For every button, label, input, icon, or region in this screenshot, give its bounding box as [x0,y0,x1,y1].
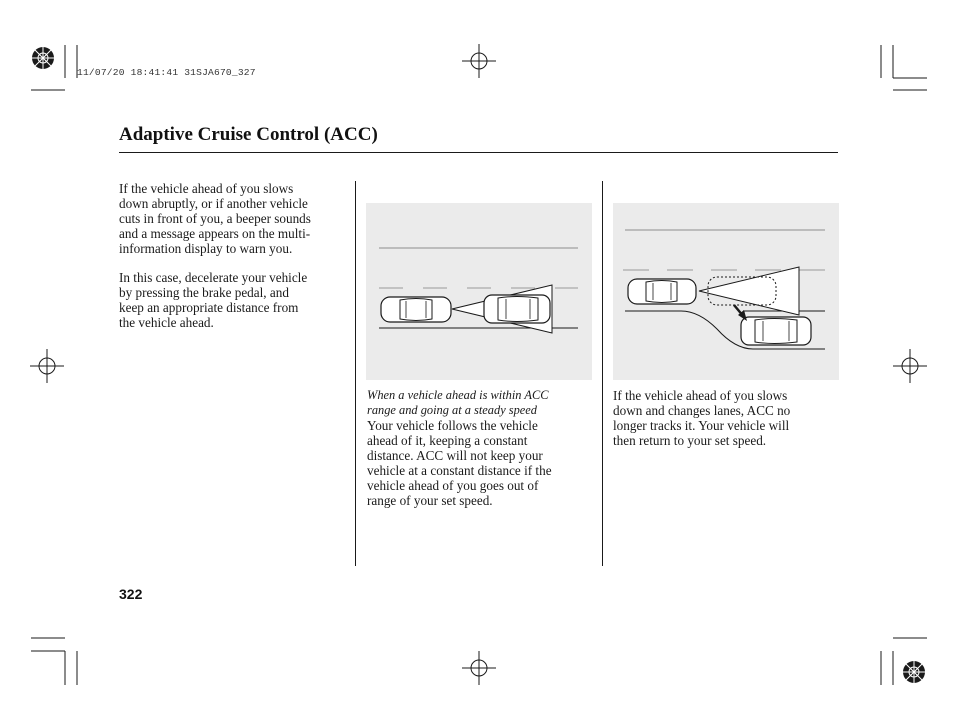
text-line: In this case, decelerate your vehicle [119,270,308,285]
text-line: then return to your set speed. [613,433,767,448]
text-line: down and changes lanes, ACC no [613,403,791,418]
text-line: information display to warn you. [119,241,293,256]
text-line: down abruptly, or if another vehicle [119,196,308,211]
text-line: longer tracks it. Your vehicle will [613,418,790,433]
text-line: If the vehicle ahead of you slows [119,181,294,196]
left-paragraph-2 [119,270,349,330]
left-paragraph-1 [119,181,349,256]
text-line: ahead of it, keeping a constant [367,433,528,448]
own-vehicle-icon [628,279,696,304]
caption-line: When a vehicle ahead is within ACC [367,388,549,402]
text-line: Your vehicle follows the vehicle [367,418,538,433]
acc-lane-change-diagram [613,203,839,380]
text-line: range of your set speed. [367,493,493,508]
column-divider-right [602,181,603,566]
page-number: 322 [119,586,143,602]
text-line: If the vehicle ahead of you slows [613,388,788,403]
vehicle-ahead-icon [484,295,550,323]
middle-paragraph [367,418,599,508]
title-divider [119,152,838,153]
acc-tracking-diagram [366,203,592,380]
lane-changing-vehicle-icon [741,317,811,345]
print-stamp: 11/07/20 18:41:41 31SJA670_327 [77,67,256,78]
text-line: cuts in front of you, a beeper sounds [119,211,311,226]
text-line: by pressing the brake pedal, and [119,285,289,300]
column-divider-left [355,181,356,566]
text-line: vehicle ahead of you goes out of [367,478,539,493]
text-line: and a message appears on the multi- [119,226,311,241]
right-paragraph [613,388,845,448]
text-line: the vehicle ahead. [119,315,214,330]
page-title: Adaptive Cruise Control (ACC) [119,124,378,145]
text-line: distance. ACC will not keep your [367,448,543,463]
text-line: keep an appropriate distance from [119,300,299,315]
registration-target-bottom-right [903,661,925,683]
own-vehicle-icon [381,297,451,322]
registration-target-top-left [32,47,54,69]
caption-line: range and going at a steady speed [367,403,538,417]
text-line: vehicle at a constant distance if the [367,463,552,478]
figure-caption [367,388,597,418]
